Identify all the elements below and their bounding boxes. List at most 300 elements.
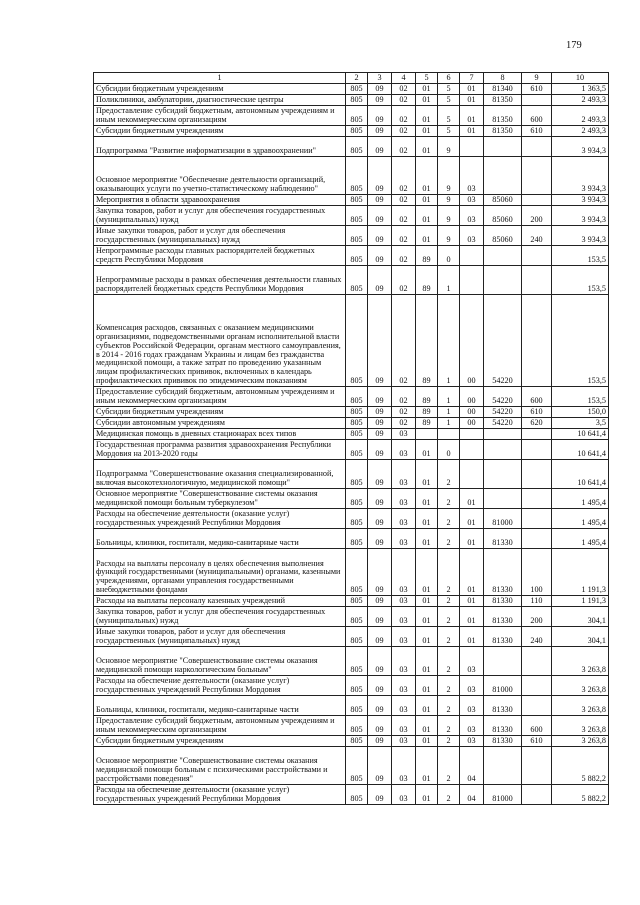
expense-direction-code: 81000	[484, 509, 522, 529]
subsection-code: 03	[392, 716, 416, 736]
expense-direction-code: 81330	[484, 716, 522, 736]
subprogram-code: 2	[438, 529, 460, 549]
table-row	[94, 596, 609, 607]
header-cell: 3	[368, 73, 392, 84]
ministry-code: 805	[346, 785, 368, 805]
subprogram-code: 5	[438, 106, 460, 126]
page-number: 179	[566, 40, 582, 51]
expense-type-code	[522, 95, 552, 106]
ministry-code: 805	[346, 696, 368, 716]
program-code: 89	[416, 418, 438, 429]
subprogram-code: 2	[438, 489, 460, 509]
section-code: 09	[368, 736, 392, 747]
expense-type-code	[522, 509, 552, 529]
subsection-code: 02	[392, 226, 416, 246]
subprogram-code	[438, 429, 460, 440]
expense-name: Больницы, клиники, госпитали, медико-санитарные части	[94, 529, 346, 549]
subprogram-code: 2	[438, 627, 460, 647]
program-code: 01	[416, 106, 438, 126]
ministry-code: 805	[346, 266, 368, 295]
section-code: 09	[368, 460, 392, 489]
subprogram-code: 5	[438, 95, 460, 106]
ministry-code: 805	[346, 387, 368, 407]
activity-code: 01	[460, 95, 484, 106]
expense-direction-code	[484, 647, 522, 676]
expense-name: Медицинская помощь в дневных стационарах всех типов	[94, 429, 346, 440]
ministry-code: 805	[346, 429, 368, 440]
activity-code: 03	[460, 676, 484, 696]
amount: 153,5	[552, 266, 609, 295]
expense-type-code	[522, 266, 552, 295]
expense-type-code	[522, 137, 552, 157]
amount: 10 641,4	[552, 440, 609, 460]
expense-direction-code: 81000	[484, 785, 522, 805]
amount: 3 934,3	[552, 137, 609, 157]
header-cell: 4	[392, 73, 416, 84]
section-code: 09	[368, 747, 392, 785]
expense-direction-code: 81330	[484, 696, 522, 716]
expense-type-code: 600	[522, 716, 552, 736]
section-code: 09	[368, 549, 392, 596]
table-row	[94, 716, 609, 736]
program-code: 01	[416, 509, 438, 529]
ministry-code: 805	[346, 716, 368, 736]
subsection-code: 03	[392, 489, 416, 509]
expense-name: Больницы, клиники, госпитали, медико-санитарные части	[94, 696, 346, 716]
section-code: 09	[368, 696, 392, 716]
subprogram-code: 2	[438, 509, 460, 529]
program-code: 89	[416, 407, 438, 418]
amount: 3,5	[552, 418, 609, 429]
table-row	[94, 106, 609, 126]
activity-code: 01	[460, 627, 484, 647]
expense-name: Субсидии бюджетным учреждениям	[94, 736, 346, 747]
program-code: 01	[416, 696, 438, 716]
table-row	[94, 785, 609, 805]
expense-type-code	[522, 195, 552, 206]
expense-direction-code: 81330	[484, 549, 522, 596]
activity-code: 00	[460, 387, 484, 407]
expense-direction-code: 54220	[484, 387, 522, 407]
table-row	[94, 126, 609, 137]
expense-name: Предоставление субсидий бюджетным, автономным учреждениям и иным некоммерческим организациям	[94, 716, 346, 736]
amount: 153,5	[552, 295, 609, 387]
expense-type-code: 100	[522, 549, 552, 596]
subsection-code: 03	[392, 696, 416, 716]
ministry-code: 805	[346, 106, 368, 126]
amount: 1 191,3	[552, 549, 609, 596]
activity-code: 03	[460, 195, 484, 206]
amount: 3 263,8	[552, 647, 609, 676]
table-row	[94, 84, 609, 95]
expense-direction-code: 54220	[484, 418, 522, 429]
subprogram-code: 0	[438, 440, 460, 460]
table-row	[94, 418, 609, 429]
section-code: 09	[368, 295, 392, 387]
expense-type-code: 110	[522, 596, 552, 607]
expense-type-code: 200	[522, 607, 552, 627]
section-code: 09	[368, 206, 392, 226]
expense-direction-code	[484, 489, 522, 509]
header-cell: 2	[346, 73, 368, 84]
expense-name: Предоставление субсидий бюджетным, автономным учреждениям и иным некоммерческим организациям	[94, 387, 346, 407]
expense-direction-code: 81350	[484, 106, 522, 126]
program-code: 01	[416, 489, 438, 509]
expense-name: Подпрограмма "Развитие информатизации в здравоохранении"	[94, 137, 346, 157]
table-row	[94, 226, 609, 246]
section-code: 09	[368, 716, 392, 736]
expense-direction-code	[484, 266, 522, 295]
table-row	[94, 157, 609, 195]
section-code: 09	[368, 676, 392, 696]
subprogram-code: 1	[438, 295, 460, 387]
program-code: 01	[416, 529, 438, 549]
table-row	[94, 509, 609, 529]
table-row	[94, 607, 609, 627]
header-cell: 8	[484, 73, 522, 84]
subprogram-code: 2	[438, 460, 460, 489]
table-row	[94, 295, 609, 387]
expense-direction-code: 85060	[484, 206, 522, 226]
amount: 3 934,3	[552, 226, 609, 246]
subprogram-code: 2	[438, 696, 460, 716]
subsection-code: 02	[392, 266, 416, 295]
ministry-code: 805	[346, 440, 368, 460]
header-cell: 1	[94, 73, 346, 84]
program-code	[416, 429, 438, 440]
expense-type-code: 240	[522, 226, 552, 246]
amount: 1 495,4	[552, 509, 609, 529]
activity-code: 01	[460, 126, 484, 137]
table-row	[94, 676, 609, 696]
subsection-code: 03	[392, 647, 416, 676]
expense-direction-code: 81330	[484, 607, 522, 627]
ministry-code: 805	[346, 676, 368, 696]
section-code: 09	[368, 440, 392, 460]
section-code: 09	[368, 429, 392, 440]
amount: 153,5	[552, 387, 609, 407]
subsection-code: 03	[392, 529, 416, 549]
activity-code	[460, 429, 484, 440]
amount: 2 493,3	[552, 95, 609, 106]
section-code: 09	[368, 84, 392, 95]
section-code: 09	[368, 785, 392, 805]
ministry-code: 805	[346, 549, 368, 596]
subsection-code: 02	[392, 84, 416, 95]
amount: 3 263,8	[552, 716, 609, 736]
activity-code: 01	[460, 549, 484, 596]
activity-code: 03	[460, 716, 484, 736]
ministry-code: 805	[346, 137, 368, 157]
ministry-code: 805	[346, 509, 368, 529]
expense-name: Предоставление субсидий бюджетным, автономным учреждениям и иным некоммерческим организациям	[94, 106, 346, 126]
amount: 10 641,4	[552, 429, 609, 440]
expense-name: Субсидии бюджетным учреждениям	[94, 84, 346, 95]
amount: 2 493,3	[552, 106, 609, 126]
section-code: 09	[368, 106, 392, 126]
expense-type-code	[522, 529, 552, 549]
table-row	[94, 549, 609, 596]
header-cell: 7	[460, 73, 484, 84]
section-code: 09	[368, 226, 392, 246]
expense-direction-code: 54220	[484, 295, 522, 387]
amount: 3 934,3	[552, 195, 609, 206]
ministry-code: 805	[346, 95, 368, 106]
subprogram-code: 0	[438, 246, 460, 266]
subsection-code: 02	[392, 387, 416, 407]
ministry-code: 805	[346, 607, 368, 627]
amount: 3 934,3	[552, 206, 609, 226]
subsection-code: 02	[392, 106, 416, 126]
header-cell: 9	[522, 73, 552, 84]
activity-code: 03	[460, 647, 484, 676]
table-row	[94, 246, 609, 266]
section-code: 09	[368, 627, 392, 647]
subprogram-code: 5	[438, 126, 460, 137]
expense-direction-code: 81340	[484, 84, 522, 95]
section-code: 09	[368, 126, 392, 137]
subprogram-code: 1	[438, 407, 460, 418]
amount: 10 641,4	[552, 460, 609, 489]
activity-code: 01	[460, 596, 484, 607]
expense-direction-code: 85060	[484, 226, 522, 246]
program-code: 01	[416, 607, 438, 627]
program-code: 01	[416, 157, 438, 195]
program-code: 01	[416, 627, 438, 647]
header-cell: 10	[552, 73, 609, 84]
subsection-code: 02	[392, 418, 416, 429]
section-code: 09	[368, 596, 392, 607]
amount: 2 493,3	[552, 126, 609, 137]
expense-name: Непрограммные расходы в рамках обеспечения деятельности главных распорядителей бюджетных средств Республики Мордовия	[94, 266, 346, 295]
expense-direction-code: 81330	[484, 736, 522, 747]
subprogram-code: 2	[438, 736, 460, 747]
expense-name: Государственная программа развития здравоохранения Республики Мордовия на 2013-2020 годы	[94, 440, 346, 460]
expense-name: Расходы на обеспечение деятельности (оказание услуг) государственных учреждений Республики Мордовия	[94, 676, 346, 696]
expense-direction-code	[484, 440, 522, 460]
subprogram-code: 2	[438, 549, 460, 596]
expense-name: Основное мероприятие "Совершенствование системы оказания медицинской помощи больным с психическими расстройствами и расстройствами поведения"	[94, 747, 346, 785]
expense-name: Компенсация расходов, связанных с оказанием медицинскими организациями, подведомственными органам исполнительной власти субъектов Российской Федерации, органам местного самоуправления, в 2014 - 2016 годах гражданам Украины и лицам без гражданства медицинской помощи, а также затрат по проведению указанным лицам профилактических прививок, включенных в календарь профилактических прививок по эпидемическим показаниям	[94, 295, 346, 387]
ministry-code: 805	[346, 529, 368, 549]
amount: 5 882,2	[552, 747, 609, 785]
activity-code: 00	[460, 418, 484, 429]
ministry-code: 805	[346, 460, 368, 489]
expense-name: Расходы на выплаты персоналу казенных учреждений	[94, 596, 346, 607]
expense-type-code	[522, 785, 552, 805]
activity-code: 01	[460, 607, 484, 627]
amount: 5 882,2	[552, 785, 609, 805]
section-code: 09	[368, 509, 392, 529]
expense-name: Субсидии автономным учреждениям	[94, 418, 346, 429]
expense-type-code	[522, 696, 552, 716]
section-code: 09	[368, 95, 392, 106]
program-code: 01	[416, 95, 438, 106]
ministry-code: 805	[346, 295, 368, 387]
program-code: 01	[416, 460, 438, 489]
program-code: 89	[416, 387, 438, 407]
subsection-code: 03	[392, 747, 416, 785]
section-code: 09	[368, 387, 392, 407]
ministry-code: 805	[346, 84, 368, 95]
expense-direction-code: 81330	[484, 596, 522, 607]
ministry-code: 805	[346, 206, 368, 226]
section-code: 09	[368, 529, 392, 549]
expense-name: Поликлиники, амбулатории, диагностические центры	[94, 95, 346, 106]
table-row	[94, 489, 609, 509]
expense-direction-code	[484, 246, 522, 266]
subprogram-code: 1	[438, 266, 460, 295]
header-row	[94, 73, 609, 84]
table-row	[94, 647, 609, 676]
ministry-code: 805	[346, 195, 368, 206]
amount: 1 363,5	[552, 84, 609, 95]
table-row	[94, 266, 609, 295]
activity-code: 01	[460, 529, 484, 549]
expense-type-code	[522, 295, 552, 387]
table-row	[94, 137, 609, 157]
table-row	[94, 747, 609, 785]
expense-type-code: 610	[522, 84, 552, 95]
ministry-code: 805	[346, 226, 368, 246]
expense-name: Расходы на обеспечение деятельности (оказание услуг) государственных учреждений Республики Мордовия	[94, 509, 346, 529]
activity-code	[460, 266, 484, 295]
subprogram-code: 2	[438, 747, 460, 785]
subsection-code: 03	[392, 736, 416, 747]
activity-code: 01	[460, 509, 484, 529]
subprogram-code: 9	[438, 226, 460, 246]
subsection-code: 03	[392, 509, 416, 529]
table-row	[94, 460, 609, 489]
activity-code: 00	[460, 407, 484, 418]
expense-name: Расходы на обеспечение деятельности (оказание услуг) государственных учреждений Республики Мордовия	[94, 785, 346, 805]
activity-code	[460, 137, 484, 157]
program-code: 89	[416, 266, 438, 295]
amount: 1 191,3	[552, 596, 609, 607]
ministry-code: 805	[346, 736, 368, 747]
table-row	[94, 95, 609, 106]
subprogram-code: 2	[438, 716, 460, 736]
expense-name: Расходы на выплаты персоналу в целях обеспечения выполнения функций государственными (муниципальными) органами, казенными учреждениями, органами управления государственными внебюджетными фондами	[94, 549, 346, 596]
section-code: 09	[368, 607, 392, 627]
subprogram-code: 9	[438, 137, 460, 157]
subsection-code: 03	[392, 429, 416, 440]
expense-direction-code: 81350	[484, 95, 522, 106]
subsection-code: 02	[392, 137, 416, 157]
expense-type-code	[522, 647, 552, 676]
table-row	[94, 529, 609, 549]
expense-name: Непрограммные расходы главных распорядителей бюджетных средств Республики Мордовия	[94, 246, 346, 266]
subprogram-code: 1	[438, 418, 460, 429]
program-code: 01	[416, 195, 438, 206]
section-code: 09	[368, 195, 392, 206]
section-code: 09	[368, 266, 392, 295]
subsection-code: 02	[392, 407, 416, 418]
amount: 153,5	[552, 246, 609, 266]
ministry-code: 805	[346, 126, 368, 137]
expense-name: Закупка товаров, работ и услуг для обеспечения государственных (муниципальных) нужд	[94, 607, 346, 627]
program-code: 01	[416, 549, 438, 596]
amount: 3 263,8	[552, 696, 609, 716]
section-code: 09	[368, 489, 392, 509]
subsection-code: 02	[392, 195, 416, 206]
expense-name: Основное мероприятие "Совершенствование системы оказания медицинской помощи наркологическим больным"	[94, 647, 346, 676]
expense-type-code: 620	[522, 418, 552, 429]
expense-name: Основное мероприятие "Совершенствование системы оказания медицинской помощи больным туберкулезом"	[94, 489, 346, 509]
subprogram-code: 2	[438, 607, 460, 627]
subprogram-code: 2	[438, 647, 460, 676]
activity-code: 04	[460, 747, 484, 785]
subsection-code: 02	[392, 126, 416, 137]
amount: 1 495,4	[552, 529, 609, 549]
subsection-code: 02	[392, 157, 416, 195]
subsection-code: 03	[392, 596, 416, 607]
program-code: 01	[416, 716, 438, 736]
program-code: 01	[416, 785, 438, 805]
expense-name: Подпрограмма "Совершенствование оказания специализированной, включая высокотехнологичную, медицинской помощи"	[94, 460, 346, 489]
subsection-code: 02	[392, 206, 416, 226]
section-code: 09	[368, 137, 392, 157]
expense-name: Мероприятия в области здравоохранения	[94, 195, 346, 206]
table-row	[94, 696, 609, 716]
program-code: 01	[416, 206, 438, 226]
program-code: 01	[416, 747, 438, 785]
ministry-code: 805	[346, 647, 368, 676]
ministry-code: 805	[346, 747, 368, 785]
expense-direction-code	[484, 429, 522, 440]
expense-name: Иные закупки товаров, работ и услуг для обеспечения государственных (муниципальных) нужд	[94, 627, 346, 647]
program-code: 01	[416, 440, 438, 460]
subprogram-code: 2	[438, 785, 460, 805]
activity-code: 03	[460, 206, 484, 226]
expense-direction-code: 81350	[484, 126, 522, 137]
table-row	[94, 195, 609, 206]
expense-direction-code: 81330	[484, 529, 522, 549]
activity-code: 03	[460, 157, 484, 195]
budget-table	[93, 72, 609, 805]
header-cell: 5	[416, 73, 438, 84]
section-code: 09	[368, 157, 392, 195]
table-row	[94, 736, 609, 747]
program-code: 01	[416, 596, 438, 607]
expense-type-code: 200	[522, 206, 552, 226]
program-code: 01	[416, 736, 438, 747]
activity-code	[460, 246, 484, 266]
activity-code	[460, 460, 484, 489]
table-row	[94, 429, 609, 440]
amount: 3 263,8	[552, 676, 609, 696]
subprogram-code: 9	[438, 206, 460, 226]
header-cell: 6	[438, 73, 460, 84]
table-row	[94, 440, 609, 460]
subsection-code: 03	[392, 440, 416, 460]
expense-direction-code	[484, 157, 522, 195]
subsection-code: 03	[392, 549, 416, 596]
expense-type-code: 600	[522, 106, 552, 126]
expense-type-code: 610	[522, 736, 552, 747]
activity-code: 01	[460, 106, 484, 126]
expense-direction-code	[484, 460, 522, 489]
expense-type-code	[522, 157, 552, 195]
section-code: 09	[368, 407, 392, 418]
activity-code: 01	[460, 84, 484, 95]
activity-code: 01	[460, 489, 484, 509]
subprogram-code: 9	[438, 195, 460, 206]
subprogram-code: 1	[438, 387, 460, 407]
subprogram-code: 2	[438, 596, 460, 607]
expense-type-code	[522, 676, 552, 696]
amount: 150,0	[552, 407, 609, 418]
